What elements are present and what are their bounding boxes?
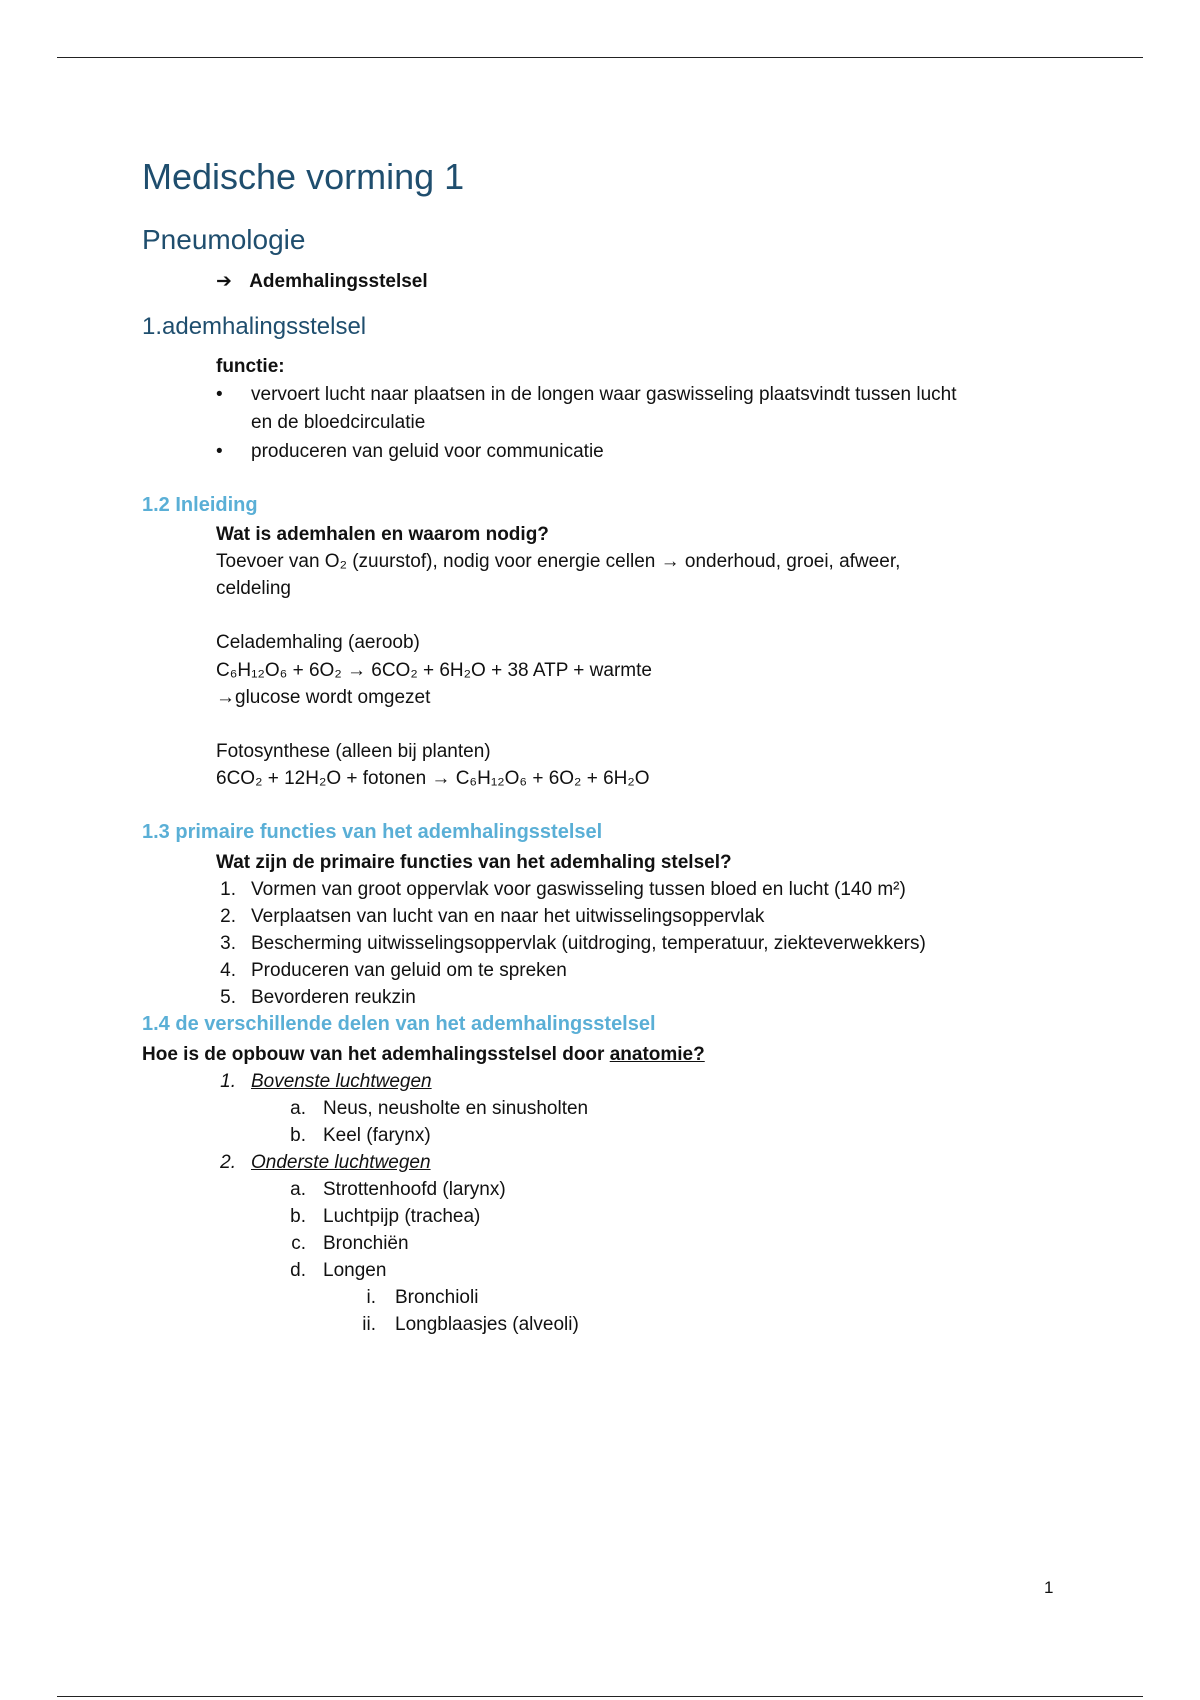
list-letter: d. — [290, 1260, 306, 1281]
list-roman: i. — [366, 1287, 376, 1308]
section-heading: Pneumologie — [142, 224, 306, 255]
list-item — [356, 1312, 579, 1338]
heading-1: 1.ademhalingsstelsel — [142, 313, 367, 340]
paragraph-line: celdeling — [216, 578, 291, 599]
list-text: Verplaatsen van lucht van en naar het uitwisselingsoppervlak — [251, 906, 765, 927]
paragraph-line: Toevoer van O₂ (zuurstof), nodig voor energie cellen → onderhoud, groei, afweer, — [216, 551, 901, 572]
list-item — [284, 1123, 431, 1149]
list-item — [284, 1231, 409, 1257]
list-text: Neus, neusholte en sinusholten — [323, 1098, 589, 1119]
list-text: Bescherming uitwisselingsoppervlak (uitdroging, temperatuur, ziekteverwekkers) — [251, 933, 926, 954]
list-item — [216, 985, 416, 1011]
arrow-item — [216, 269, 428, 295]
group-title: Bovenste luchtwegen — [251, 1071, 432, 1092]
group-heading — [216, 1150, 431, 1176]
list-letter: b. — [290, 1206, 306, 1227]
list-item — [284, 1204, 481, 1230]
list-roman: ii. — [362, 1314, 376, 1335]
page-title: Medische vorming 1 — [142, 156, 465, 197]
list-number: 2. — [220, 906, 236, 927]
bullet-item: produceren van geluid voor communicatie — [251, 441, 604, 462]
question-1-4 — [142, 1042, 705, 1068]
heading-1-3: 1.3 primaire functies van het ademhalingsstelsel — [142, 821, 603, 843]
list-item — [284, 1096, 589, 1122]
bottom-rule — [57, 1696, 1143, 1697]
list-letter: a. — [290, 1098, 306, 1119]
list-item — [216, 877, 906, 903]
list-number: 3. — [220, 933, 236, 954]
list-item — [356, 1285, 479, 1311]
list-text: Luchtpijp (trachea) — [323, 1206, 481, 1227]
fotosynthese-formula: 6CO₂ + 12H₂O + fotonen → C₆H₁₂O₆ + 6O₂ + 6H₂O — [216, 768, 650, 789]
celademhaling-title: Celademhaling (aeroob) — [216, 632, 420, 653]
list-item — [216, 931, 926, 957]
list-number: 4. — [220, 960, 236, 981]
list-item — [216, 904, 765, 930]
fotosynthese-title: Fotosynthese (alleen bij planten) — [216, 741, 491, 762]
bullet-item: vervoert lucht naar plaatsen in de longen waar gaswisseling plaatsvindt tussen lucht — [251, 384, 957, 405]
list-text: Strottenhoofd (larynx) — [323, 1179, 506, 1200]
bullet-icon: • — [216, 441, 223, 462]
list-text: Bronchioli — [395, 1287, 479, 1308]
list-number: 2. — [220, 1152, 236, 1173]
list-text: Vormen van groot oppervlak voor gaswisseling tussen bloed en lucht (140 m²) — [251, 879, 906, 900]
list-letter: c. — [291, 1233, 306, 1254]
list-text: Bevorderen reukzin — [251, 987, 416, 1008]
list-text: Longen — [323, 1260, 387, 1281]
list-letter: b. — [290, 1125, 306, 1146]
list-item — [284, 1177, 506, 1203]
list-text: Produceren van geluid om te spreken — [251, 960, 567, 981]
top-rule — [57, 57, 1143, 58]
list-item — [284, 1258, 387, 1284]
heading-1-2: 1.2 Inleiding — [142, 494, 258, 516]
list-letter: a. — [290, 1179, 306, 1200]
bullet-item-continued: en de bloedcirculatie — [251, 412, 426, 433]
bullet-icon: • — [216, 384, 223, 405]
list-number: 5. — [220, 987, 236, 1008]
list-number: 1. — [220, 1071, 236, 1092]
arrow-icon: ➔ — [216, 271, 232, 292]
question-text: Hoe is de opbouw van het ademhalingsstelsel door — [142, 1044, 610, 1065]
question-underlined: anatomie? — [609, 1044, 705, 1065]
list-text: Longblaasjes (alveoli) — [395, 1314, 579, 1335]
functie-label: functie: — [216, 356, 285, 377]
list-item — [216, 958, 567, 984]
list-number: 1. — [220, 879, 236, 900]
heading-1-4: 1.4 de verschillende delen van het ademhalingsstelsel — [142, 1013, 656, 1035]
page-number: 1 — [1044, 1578, 1054, 1597]
group-heading — [216, 1069, 432, 1095]
question-1-3: Wat zijn de primaire functies van het ademhaling stelsel? — [216, 852, 732, 873]
question-1-2: Wat is ademhalen en waarom nodig? — [216, 524, 549, 545]
group-title: Onderste luchtwegen — [251, 1152, 431, 1173]
celademhaling-note: →glucose wordt omgezet — [216, 687, 431, 708]
arrow-item-label: Ademhalingsstelsel — [249, 271, 428, 292]
list-text: Keel (farynx) — [323, 1125, 431, 1146]
list-text: Bronchiën — [323, 1233, 409, 1254]
celademhaling-formula: C₆H₁₂O₆ + 6O₂ → 6CO₂ + 6H₂O + 38 ATP + warmte — [216, 660, 652, 681]
